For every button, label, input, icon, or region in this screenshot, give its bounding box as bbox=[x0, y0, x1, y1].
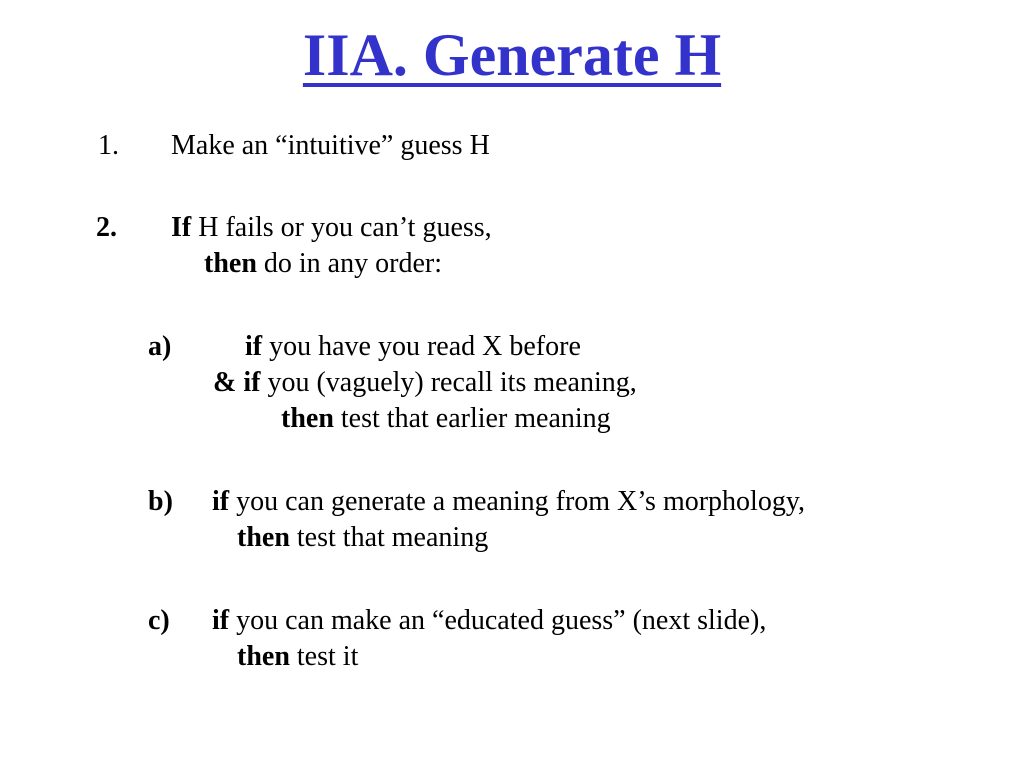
sub-c-if-line bbox=[212, 607, 766, 635]
keyword-and-if: & if bbox=[213, 367, 261, 398]
item-2-if-line bbox=[171, 214, 492, 242]
keyword-if: if bbox=[212, 605, 230, 636]
keyword-if: if bbox=[212, 486, 230, 517]
sub-b-marker: b) bbox=[148, 486, 173, 517]
sub-b-if-text: you can generate a meaning from X’s morphology, bbox=[229, 486, 806, 517]
sub-a-and-if-line bbox=[213, 369, 637, 397]
keyword-then: then bbox=[237, 641, 290, 672]
item-1-marker: 1. bbox=[98, 130, 119, 161]
item-1-text: Make an “intuitive” guess H bbox=[171, 130, 490, 161]
item-2-marker: 2. bbox=[96, 212, 117, 243]
item-2-then-text: do in any order: bbox=[256, 248, 442, 279]
keyword-then: then bbox=[204, 248, 257, 279]
keyword-then: then bbox=[281, 403, 334, 434]
keyword-if: if bbox=[245, 331, 263, 362]
item-2-then-line bbox=[204, 250, 442, 278]
sub-a-if-text: you have you read X before bbox=[262, 331, 581, 362]
item-2-if-text: H fails or you can’t guess, bbox=[191, 212, 492, 243]
sub-b-then-text: test that meaning bbox=[289, 522, 489, 553]
slide-title: IIA. Generate H bbox=[302, 22, 722, 88]
sub-a-and-if-text: you (vaguely) recall its meaning, bbox=[260, 367, 637, 398]
sub-c-if-text: you can make an “educated guess” (next slide), bbox=[229, 605, 767, 636]
sub-a-if-line bbox=[245, 333, 581, 361]
keyword-then: then bbox=[237, 522, 290, 553]
sub-c-marker: c) bbox=[148, 605, 170, 636]
sub-b-then-line bbox=[237, 524, 488, 552]
sub-c-then-line bbox=[237, 643, 358, 671]
keyword-if: If bbox=[171, 212, 192, 243]
sub-a-then-text: test that earlier meaning bbox=[333, 403, 611, 434]
sub-a-then-line bbox=[281, 405, 611, 433]
sub-a-marker: a) bbox=[148, 331, 172, 362]
sub-b-if-line bbox=[212, 488, 805, 516]
sub-c-then-text: test it bbox=[289, 641, 359, 672]
